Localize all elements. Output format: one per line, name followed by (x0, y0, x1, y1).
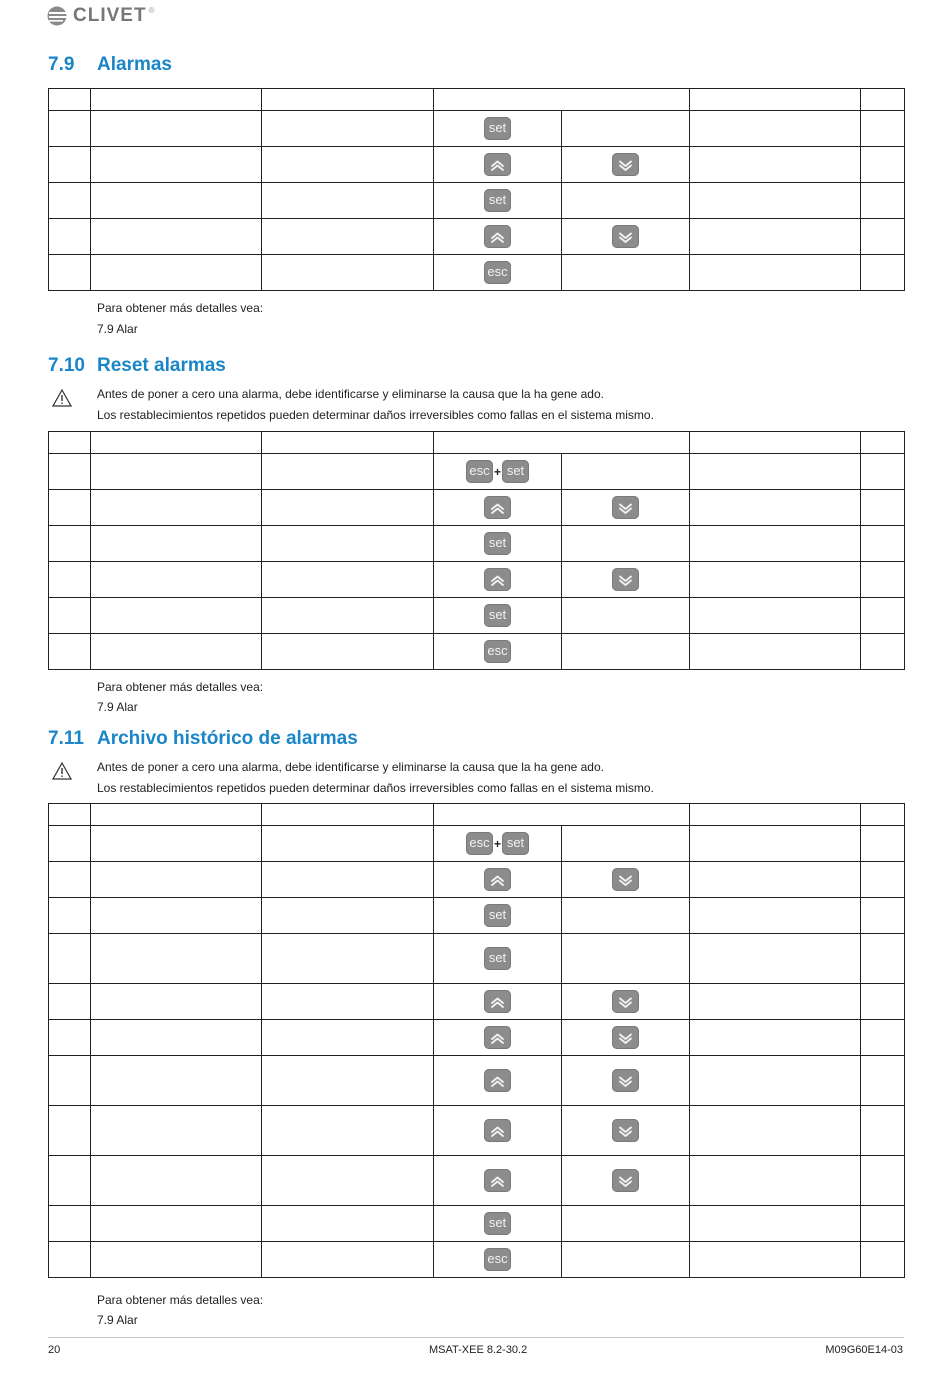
table-cell (91, 898, 262, 934)
table-cell (562, 898, 690, 934)
table-header-cell (91, 432, 262, 454)
set-key: set (484, 117, 511, 140)
table-cell (562, 1206, 690, 1242)
table-header-cell (861, 89, 905, 111)
historico-alarmas-table (48, 803, 905, 1278)
table-cell (562, 934, 690, 984)
down-arrow-icon (612, 868, 639, 891)
table-cell (434, 526, 562, 562)
details-note: Para obtener más detalles vea: (97, 1293, 264, 1307)
table-cell (49, 826, 91, 862)
table-row (49, 1206, 905, 1242)
down-arrow-icon (612, 225, 639, 248)
table-header-cell (434, 804, 690, 826)
table-cell (434, 984, 562, 1020)
table-row (49, 634, 905, 670)
table-cell (49, 634, 91, 670)
down-arrow-icon (612, 568, 639, 591)
table-header-cell (262, 804, 434, 826)
esc-key: esc (466, 460, 493, 483)
table-cell (690, 526, 861, 562)
table-cell (49, 183, 91, 219)
table-cell (562, 598, 690, 634)
table-cell (690, 826, 861, 862)
table-cell (262, 526, 434, 562)
table-cell (861, 183, 905, 219)
section-heading-alarmas (48, 54, 172, 76)
section-number: 7.10 (48, 355, 85, 376)
up-arrow-icon (484, 1069, 511, 1092)
table-header-cell (861, 432, 905, 454)
table-cell (562, 219, 690, 255)
table-row (49, 183, 905, 219)
table-cell (690, 1206, 861, 1242)
table-cell (690, 934, 861, 984)
table-header-cell (91, 89, 262, 111)
table-cell (690, 255, 861, 291)
table-cell (49, 526, 91, 562)
table-cell (861, 826, 905, 862)
table-cell (91, 862, 262, 898)
table-cell (91, 183, 262, 219)
table-row (49, 1242, 905, 1278)
table-cell (690, 1156, 861, 1206)
table-row (49, 111, 905, 147)
table-cell (562, 490, 690, 526)
table-cell (434, 1020, 562, 1056)
table-cell (91, 147, 262, 183)
table-cell (562, 826, 690, 862)
table-cell (562, 147, 690, 183)
footer-model: MSAT-XEE 8.2-30.2 (429, 1344, 528, 1356)
table-cell (690, 219, 861, 255)
table-cell (434, 1206, 562, 1242)
table-cell (262, 1242, 434, 1278)
table-cell (690, 1020, 861, 1056)
table-cell (690, 454, 861, 490)
table-header-cell (49, 432, 91, 454)
table-cell (91, 826, 262, 862)
table-cell (91, 219, 262, 255)
table-cell (861, 862, 905, 898)
set-key: set (502, 832, 529, 855)
table-cell (262, 1156, 434, 1206)
table-cell (262, 183, 434, 219)
table-cell (690, 183, 861, 219)
table-row (49, 562, 905, 598)
table-cell (434, 490, 562, 526)
table-cell (91, 111, 262, 147)
set-key: set (484, 1212, 511, 1235)
down-arrow-icon (612, 1069, 639, 1092)
details-note: Para obtener más detalles vea: (97, 301, 264, 315)
table-cell (91, 1056, 262, 1106)
table-cell (91, 598, 262, 634)
down-arrow-icon (612, 1026, 639, 1049)
table-cell (49, 490, 91, 526)
table-cell (49, 1020, 91, 1056)
table-cell (434, 934, 562, 984)
table-cell (49, 454, 91, 490)
table-cell (690, 984, 861, 1020)
table-cell (562, 1242, 690, 1278)
table-cell (861, 1056, 905, 1106)
section-number: 7.11 (48, 728, 84, 749)
logo-text: CLIVET (73, 5, 147, 26)
up-arrow-icon (484, 153, 511, 176)
table-cell (861, 1206, 905, 1242)
table-cell (861, 147, 905, 183)
table-cell (861, 490, 905, 526)
table-cell (562, 526, 690, 562)
section-title: Reset alarmas (97, 355, 226, 376)
table-cell (91, 984, 262, 1020)
table-cell (861, 454, 905, 490)
table-cell (262, 1206, 434, 1242)
plus-sign: + (493, 464, 501, 479)
table-cell (434, 634, 562, 670)
table-cell (262, 1106, 434, 1156)
table-cell (434, 454, 562, 490)
up-arrow-icon (484, 868, 511, 891)
table-cell (861, 1020, 905, 1056)
table-row (49, 219, 905, 255)
table-cell (562, 111, 690, 147)
table-row (49, 1056, 905, 1106)
table-cell (49, 1242, 91, 1278)
table-cell (262, 562, 434, 598)
table-cell (861, 1242, 905, 1278)
set-key: set (484, 947, 511, 970)
table-cell (91, 1106, 262, 1156)
alarmas-table (48, 88, 905, 291)
esc-key: esc (484, 640, 511, 663)
table-cell (262, 219, 434, 255)
up-arrow-icon (484, 1169, 511, 1192)
table-cell (861, 598, 905, 634)
table-header-cell (91, 804, 262, 826)
table-header-cell (690, 804, 861, 826)
table-cell (91, 454, 262, 490)
table-cell (861, 111, 905, 147)
esc-key: esc (484, 261, 511, 284)
table-cell (434, 598, 562, 634)
up-arrow-icon (484, 1026, 511, 1049)
table-cell (434, 862, 562, 898)
table-cell (49, 1156, 91, 1206)
table-cell (434, 1156, 562, 1206)
table-header-row (49, 89, 905, 111)
table-row (49, 898, 905, 934)
table-row (49, 1106, 905, 1156)
section-number: 7.9 (48, 54, 75, 75)
table-cell (434, 1106, 562, 1156)
table-row (49, 826, 905, 862)
table-cell (49, 1056, 91, 1106)
table-cell (91, 934, 262, 984)
table-cell (861, 984, 905, 1020)
table-cell (262, 984, 434, 1020)
table-cell (91, 1020, 262, 1056)
table-cell (434, 147, 562, 183)
set-key: set (484, 532, 511, 555)
table-cell (91, 1206, 262, 1242)
table-cell (434, 183, 562, 219)
table-cell (562, 562, 690, 598)
table-cell (861, 1156, 905, 1206)
warning-text-2: Los restablecimientos repetidos pueden determinar daños irreversibles como fallas en el sistema mismo. (97, 408, 654, 422)
table-cell (562, 183, 690, 219)
table-cell (861, 526, 905, 562)
table-cell (49, 1106, 91, 1156)
table-cell (49, 862, 91, 898)
down-arrow-icon (612, 1119, 639, 1142)
warning-text-2: Los restablecimientos repetidos pueden determinar daños irreversibles como fallas en el sistema mismo. (97, 781, 654, 795)
table-cell (91, 1242, 262, 1278)
set-key: set (484, 904, 511, 927)
table-cell (434, 1056, 562, 1106)
table-cell (861, 634, 905, 670)
table-header-row (49, 432, 905, 454)
table-cell (49, 898, 91, 934)
table-cell (562, 984, 690, 1020)
up-arrow-icon (484, 990, 511, 1013)
table-cell (262, 490, 434, 526)
table-cell (91, 490, 262, 526)
table-cell (861, 255, 905, 291)
table-cell (562, 1156, 690, 1206)
warning-icon (52, 389, 72, 407)
table-cell (262, 111, 434, 147)
table-cell (434, 1242, 562, 1278)
table-cell (690, 147, 861, 183)
table-header-cell (49, 804, 91, 826)
down-arrow-icon (612, 496, 639, 519)
table-cell (49, 255, 91, 291)
table-cell (434, 562, 562, 598)
footer-divider (48, 1337, 904, 1338)
table-cell (262, 862, 434, 898)
table-cell (49, 111, 91, 147)
table-cell (562, 255, 690, 291)
section-heading-historico-alarmas (48, 728, 358, 750)
table-cell (562, 1020, 690, 1056)
table-header-cell (690, 432, 861, 454)
table-cell (262, 255, 434, 291)
table-header-cell (434, 89, 690, 111)
table-cell (262, 898, 434, 934)
table-cell (562, 862, 690, 898)
table-header-row (49, 804, 905, 826)
table-cell (690, 1056, 861, 1106)
up-arrow-icon (484, 568, 511, 591)
table-cell (262, 454, 434, 490)
table-cell (562, 634, 690, 670)
table-row (49, 147, 905, 183)
table-header-cell (262, 89, 434, 111)
table-header-cell (49, 89, 91, 111)
table-cell (434, 111, 562, 147)
table-cell (562, 1106, 690, 1156)
table-cell (49, 562, 91, 598)
table-row (49, 255, 905, 291)
table-cell (49, 219, 91, 255)
clivet-logo (47, 4, 154, 28)
table-cell (262, 147, 434, 183)
table-cell (861, 934, 905, 984)
table-cell (690, 898, 861, 934)
table-cell (49, 1206, 91, 1242)
table-row (49, 984, 905, 1020)
table-cell (49, 147, 91, 183)
table-cell (690, 490, 861, 526)
table-cell (690, 862, 861, 898)
details-ref: 7.9 Alar (97, 322, 138, 336)
table-row (49, 454, 905, 490)
table-cell (861, 562, 905, 598)
table-cell (262, 934, 434, 984)
table-cell (434, 826, 562, 862)
table-cell (262, 1020, 434, 1056)
table-cell (262, 826, 434, 862)
table-cell (262, 634, 434, 670)
table-cell (434, 219, 562, 255)
table-row (49, 934, 905, 984)
set-key: set (484, 189, 511, 212)
table-header-cell (861, 804, 905, 826)
table-cell (690, 1106, 861, 1156)
warning-icon (52, 762, 72, 780)
up-arrow-icon (484, 1119, 511, 1142)
set-key: set (484, 604, 511, 627)
logo-registered-mark: ® (148, 6, 155, 15)
table-cell (434, 898, 562, 934)
table-cell (91, 255, 262, 291)
reset-alarmas-table (48, 431, 905, 670)
section-title: Alarmas (97, 54, 172, 75)
table-row (49, 1156, 905, 1206)
table-cell (562, 1056, 690, 1106)
table-cell (91, 526, 262, 562)
table-cell (861, 898, 905, 934)
table-cell (91, 634, 262, 670)
table-cell (49, 598, 91, 634)
table-cell (91, 1156, 262, 1206)
section-title: Archivo histórico de alarmas (97, 728, 358, 749)
clivet-logo-icon (47, 6, 69, 26)
esc-key: esc (466, 832, 493, 855)
footer-code: M09G60E14-03 (825, 1344, 903, 1356)
table-cell (562, 454, 690, 490)
table-row (49, 526, 905, 562)
table-cell (690, 598, 861, 634)
table-cell (262, 1056, 434, 1106)
table-cell (690, 562, 861, 598)
table-cell (690, 111, 861, 147)
details-note: Para obtener más detalles vea: (97, 680, 264, 694)
plus-sign: + (493, 836, 501, 851)
section-heading-reset-alarmas (48, 355, 226, 377)
up-arrow-icon (484, 496, 511, 519)
table-cell (861, 219, 905, 255)
down-arrow-icon (612, 1169, 639, 1192)
table-cell (690, 634, 861, 670)
down-arrow-icon (612, 990, 639, 1013)
table-header-cell (434, 432, 690, 454)
details-ref: 7.9 Alar (97, 1313, 138, 1327)
page-number: 20 (48, 1344, 61, 1356)
details-ref: 7.9 Alar (97, 700, 138, 714)
up-arrow-icon (484, 225, 511, 248)
table-cell (861, 1106, 905, 1156)
warning-text-1: Antes de poner a cero una alarma, debe identificarse y eliminarse la causa que la ha gene ado. (97, 760, 604, 774)
table-header-cell (690, 89, 861, 111)
table-cell (49, 984, 91, 1020)
table-cell (91, 562, 262, 598)
table-cell (262, 598, 434, 634)
esc-key: esc (484, 1248, 511, 1271)
down-arrow-icon (612, 153, 639, 176)
warning-text-1: Antes de poner a cero una alarma, debe identificarse y eliminarse la causa que la ha gene ado. (97, 387, 604, 401)
table-row (49, 598, 905, 634)
table-header-cell (262, 432, 434, 454)
table-row (49, 862, 905, 898)
table-row (49, 1020, 905, 1056)
table-cell (690, 1242, 861, 1278)
table-cell (49, 934, 91, 984)
set-key: set (502, 460, 529, 483)
table-row (49, 490, 905, 526)
table-cell (434, 255, 562, 291)
